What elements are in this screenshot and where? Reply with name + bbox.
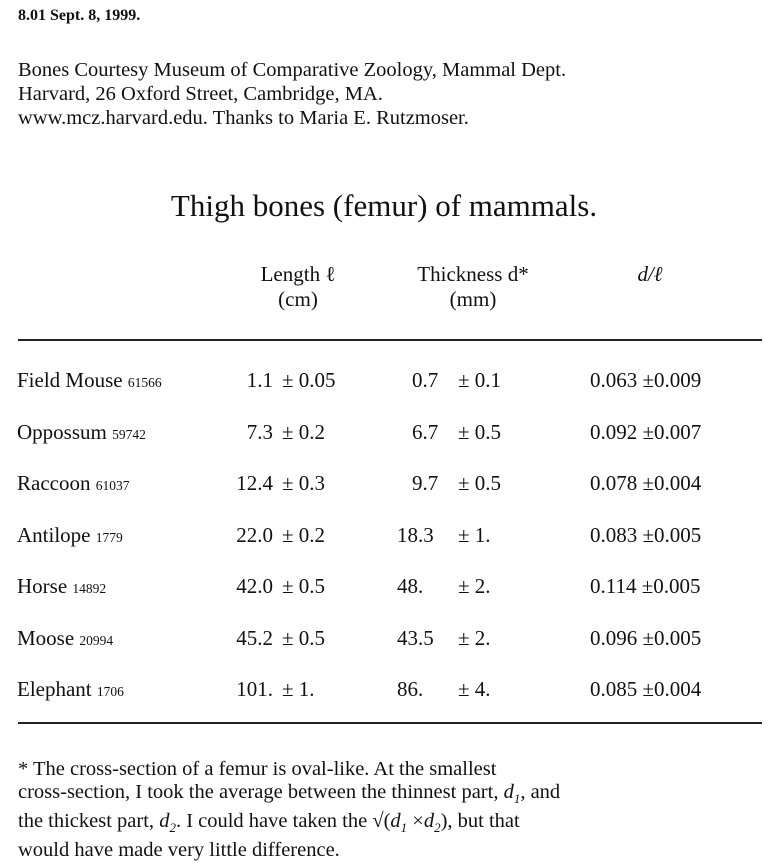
- catalog-number: 14892: [72, 581, 107, 596]
- footnote-line-3: the thickest part, $d_2$. I could have taken the $√(d_1 \times d_2)$, but that: [18, 810, 520, 836]
- animal-name: [17, 368, 162, 393]
- ratio-value: 0.078 ±0.004: [590, 471, 702, 495]
- length-value: 42.0: [236, 574, 273, 598]
- thickness-value: 18.3: [397, 522, 434, 547]
- animal-name: [17, 677, 124, 702]
- animal-label: Raccoon: [17, 471, 91, 495]
- thickness-error: ± 2.: [458, 574, 491, 598]
- thickness-error: ± 0.5: [458, 419, 502, 444]
- footnote-line-1: * The cross-section of a femur is oval-like. At the smallest: [18, 758, 497, 780]
- footnote-line-4: would have made very little difference.: [18, 839, 340, 862]
- column-thickness-label: Thickness d*: [417, 262, 529, 286]
- animal-label: Oppossum: [17, 419, 107, 444]
- table-title: Thigh bones (femur) of mammals.: [170, 188, 598, 223]
- thickness-value: 86.: [397, 677, 424, 701]
- credits-block: [18, 58, 566, 130]
- length-error: ± 0.3: [282, 471, 326, 495]
- footnote-line-2: cross-section, I took the average between the thinnest part, $d_1$, and: [18, 781, 561, 807]
- credits-line-1: Bones Courtesy Museum of Comparative Zoology, Mammal Dept.: [18, 59, 567, 81]
- catalog-number: 1706: [96, 684, 124, 699]
- catalog-number: 20994: [79, 632, 114, 648]
- length-error: ± 0.05: [282, 368, 336, 392]
- length-value: 22.0: [236, 522, 273, 547]
- ratio-value: 0.092 ±0.007: [590, 419, 702, 444]
- thickness-value: 0.7: [412, 368, 439, 392]
- thickness-value: 9.7: [412, 471, 439, 495]
- catalog-number: 61037: [95, 478, 130, 493]
- table-row: [0, 471, 768, 521]
- animal-label: Field Mouse: [17, 368, 123, 392]
- table-row: [0, 677, 768, 727]
- column-ratio-label: d/ℓ: [637, 262, 663, 286]
- length-value: 45.2: [236, 625, 273, 650]
- length-error: ± 0.2: [282, 419, 326, 444]
- length-value: 1.1: [246, 368, 273, 392]
- animal-label: Horse: [17, 574, 68, 598]
- thickness-error: ± 0.5: [458, 471, 502, 495]
- animal-name: [17, 574, 106, 599]
- animal-label: Moose: [17, 625, 75, 650]
- ratio-value: 0.085 ±0.004: [590, 677, 702, 701]
- column-header-length: [228, 262, 368, 312]
- length-value: 7.3: [246, 419, 273, 444]
- table-row: [0, 368, 768, 418]
- thickness-error: ± 0.1: [458, 368, 502, 392]
- thickness-value: 43.5: [397, 625, 434, 650]
- column-length-label: Length ℓ: [260, 262, 336, 286]
- column-length-unit: (cm): [278, 287, 318, 311]
- length-error: ± 0.5: [282, 625, 326, 650]
- ratio-value: 0.063 ±0.009: [590, 368, 702, 392]
- animal-label: Antilope: [17, 522, 91, 547]
- catalog-number: 1779: [95, 529, 123, 545]
- catalog-number: 59742: [112, 426, 146, 442]
- thickness-error: ± 4.: [458, 677, 491, 701]
- credits-line-2: Harvard, 26 Oxford Street, Cambridge, MA.: [18, 83, 383, 105]
- thickness-value: 48.: [397, 574, 424, 598]
- catalog-number: 61566: [127, 375, 162, 390]
- table-top-rule: [18, 339, 762, 341]
- table-row: [0, 626, 768, 676]
- table-bottom-rule: [18, 722, 762, 724]
- animal-label: Elephant: [17, 677, 92, 701]
- table-row: [0, 574, 768, 624]
- length-value: 101.: [236, 677, 273, 701]
- animal-name: [17, 420, 146, 445]
- length-error: ± 0.5: [282, 574, 326, 598]
- column-thickness-unit: (mm): [449, 287, 497, 311]
- animal-name: [17, 626, 113, 651]
- document-date: 8.01 Sept. 8, 1999.: [18, 7, 141, 24]
- column-header-thickness: [393, 262, 553, 312]
- animal-name: [17, 523, 123, 548]
- footnote: [18, 758, 560, 862]
- thickness-error: ± 1.: [458, 522, 491, 547]
- credits-line-3: www.mcz.harvard.edu. Thanks to Maria E. Rutzmoser.: [18, 107, 469, 129]
- thickness-value: 6.7: [412, 419, 439, 444]
- ratio-value: 0.096 ±0.005: [590, 625, 702, 650]
- table-row: [0, 523, 768, 573]
- thickness-error: ± 2.: [458, 625, 491, 650]
- table-row: [0, 420, 768, 470]
- animal-name: [17, 471, 129, 496]
- length-error: ± 1.: [282, 677, 315, 701]
- length-value: 12.4: [236, 471, 273, 495]
- length-error: ± 0.2: [282, 522, 326, 547]
- ratio-value: 0.083 ±0.005: [590, 522, 702, 547]
- ratio-value: 0.114 ±0.005: [590, 574, 701, 598]
- column-header-ratio: [600, 262, 700, 287]
